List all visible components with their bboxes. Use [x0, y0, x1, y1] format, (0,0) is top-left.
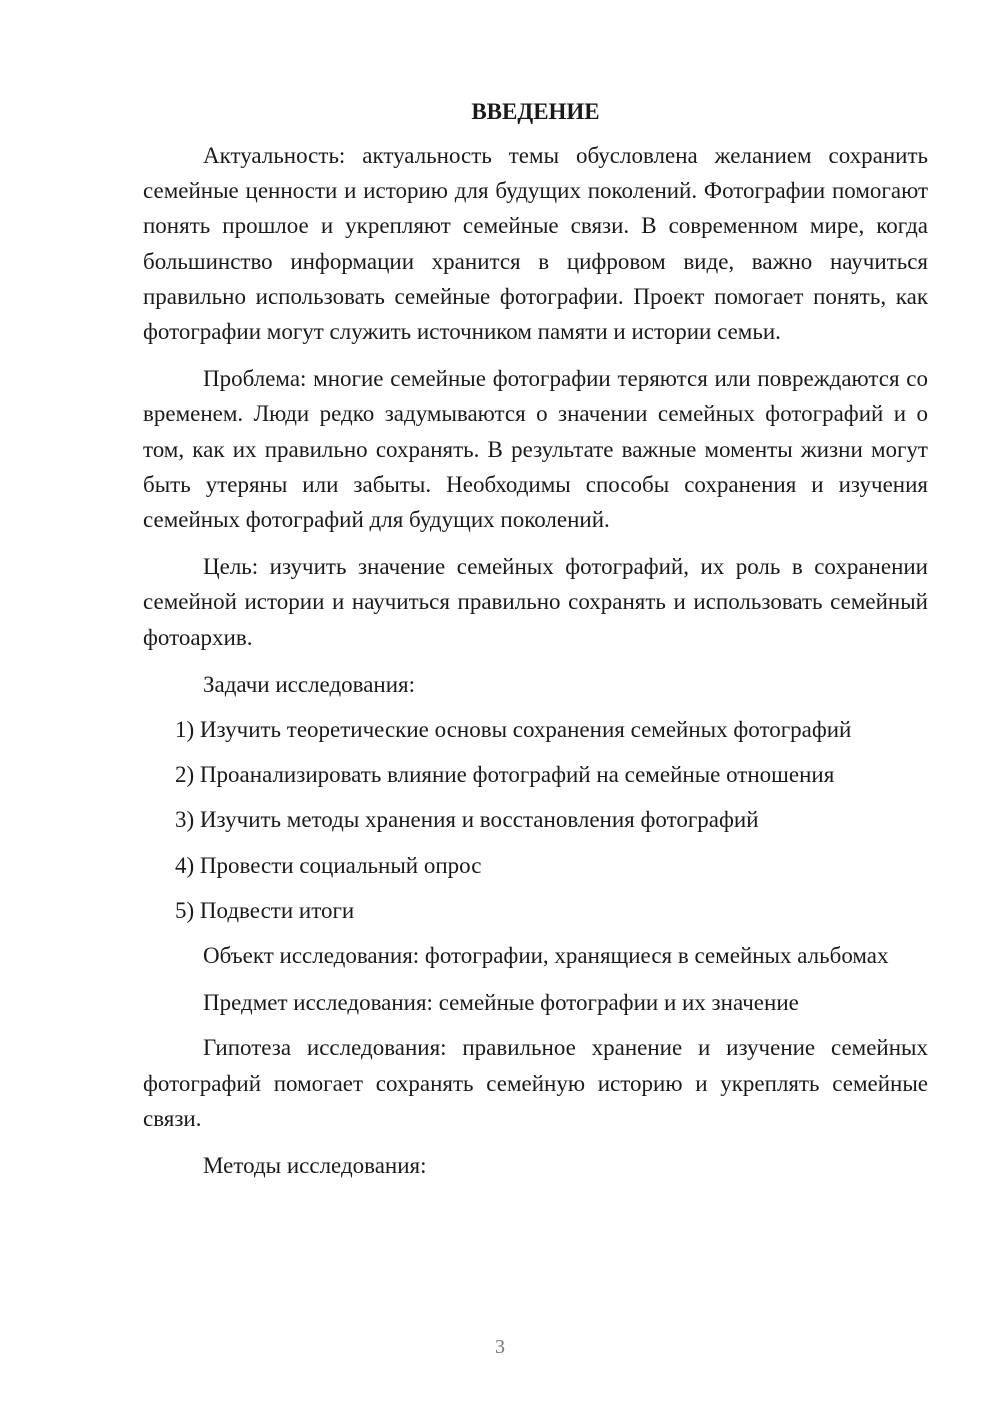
methods-heading: Методы исследования:: [203, 1153, 427, 1179]
page-number: 3: [495, 1336, 505, 1358]
hypothesis-paragraph: Гипотеза исследования: правильное хранение и изучение семейных фотографий помогает сохранять семейную историю и укреплять семейные связи.: [143, 1035, 928, 1131]
task-item: 3) Изучить методы хранения и восстановления фотографий: [175, 807, 759, 833]
subject-paragraph: Предмет исследования: семейные фотографии и их значение: [203, 990, 799, 1016]
tasks-list: [143, 712, 928, 928]
relevance-paragraph: Актуальность: актуальность темы обусловлена желанием сохранить семейные ценности и историю для будущих поколений. Фотографии помогают понять прошлое и укрепляют семейные связи. В современном мире, когда большинство информации хранится в цифровом виде, важно научиться правильно использовать семейные фотографии. Проект помогает понять, как фотографии могут служить источником памяти и истории семьи.: [143, 143, 928, 345]
object-paragraph: Объект исследования: фотографии, хранящиеся в семейных альбомах: [203, 943, 889, 969]
task-item: 2) Проанализировать влияние фотографий на семейные отношения: [175, 762, 835, 788]
section-heading: ВВЕДЕНИЕ: [471, 99, 600, 124]
task-item: 1) Изучить теоретические основы сохранения семейных фотографий: [175, 717, 852, 743]
page-content: [143, 96, 928, 1193]
tasks-heading: Задачи исследования:: [203, 671, 416, 697]
task-item: 4) Провести социальный опрос: [175, 852, 482, 878]
problem-paragraph: Проблема: многие семейные фотографии теряются или повреждаются со временем. Люди редко задумываются о значении семейных фотографий и о том, как их правильно сохранять. В результате важные моменты жизни могут быть утеряны или забыты. Необходимы способы сохранения и изучения семейных фотографий для будущих поколений.: [143, 366, 928, 533]
goal-paragraph: Цель: изучить значение семейных фотографий, их роль в сохранении семейной истории и научиться правильно сохранять и использовать семейный фотоархив.: [143, 554, 928, 650]
task-item: 5) Подвести итоги: [175, 897, 355, 923]
